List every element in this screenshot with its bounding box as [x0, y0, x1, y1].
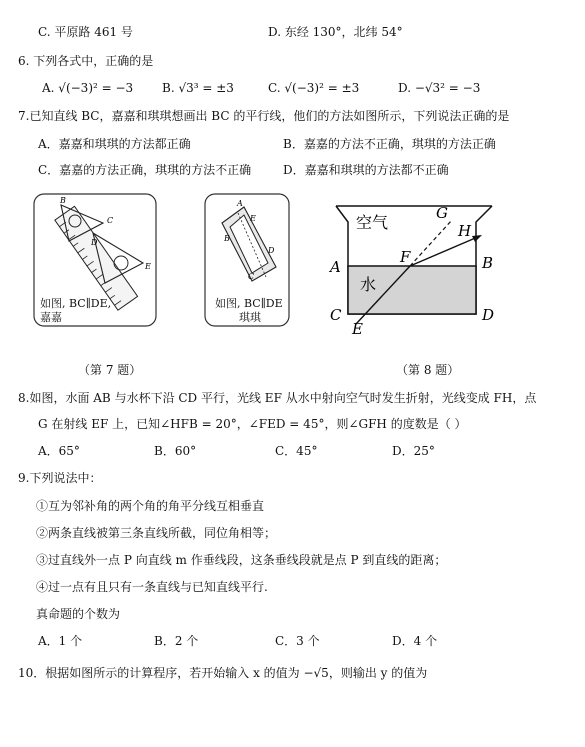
q6-option-a: A. √(−3)² = −3 — [42, 81, 134, 95]
q6-option-b: B. √3³ = ±3 — [162, 81, 234, 95]
svg-text:C: C — [330, 306, 342, 324]
q8-option-d: D．25° — [392, 444, 435, 458]
svg-text:E: E — [250, 214, 256, 223]
q9-option-b: B．2 个 — [154, 634, 199, 648]
fig8-air-label: 空气 — [356, 213, 389, 232]
q9-statement-2: ②两条直线被第三条直线所截，同位角相等； — [36, 526, 277, 540]
q9-statement-3: ③过直线外一点 P 向直线 m 作垂线段，这条垂线段就是点 P 到直线的距离； — [36, 553, 447, 567]
q7-stem: 7.已知直线 BC，嘉嘉和琪琪想画出 BC 的平行线，他们的方法如图所示，下列说法正确的是 — [18, 109, 510, 123]
svg-text:F: F — [400, 248, 411, 266]
q9-statement-4: ④过一点有且只有一条直线与已知直线平行. — [36, 580, 268, 594]
svg-text:G: G — [436, 204, 448, 222]
q7-option-b: B．嘉嘉的方法不正确，琪琪的方法正确 — [283, 137, 496, 151]
svg-text:B: B — [224, 234, 230, 243]
q6-stem: 6. 下列各式中，正确的是 — [18, 54, 154, 68]
svg-text:A: A — [330, 258, 341, 276]
fig8-water-label: 水 — [360, 275, 377, 294]
q10-stem: 10．根据如图所示的计算程序，若开始输入 x 的值为 −√5，则输出 y 的值为 — [18, 666, 428, 680]
q8-option-b: B．60° — [154, 444, 197, 458]
svg-text:B: B — [60, 196, 66, 205]
q8-option-c: C．45° — [275, 444, 318, 458]
svg-text:D: D — [268, 246, 275, 255]
q5-option-c: C. 平原路 461 号 — [38, 25, 133, 39]
fig7-qiqi-caption-1: 如图, BC∥DE — [215, 297, 283, 310]
q8-option-a: A．65° — [38, 444, 80, 458]
q9-option-a: A．1 个 — [38, 634, 83, 648]
q9-option-d: D．4 个 — [392, 634, 438, 648]
fig7-label: （第 7 题） — [78, 363, 142, 377]
svg-text:H: H — [458, 222, 472, 240]
q9-statement-1: ①互为邻补角的两个角的角平分线互相垂直 — [36, 499, 265, 513]
fig8-diagram — [328, 196, 500, 336]
svg-text:E: E — [145, 262, 151, 271]
q8-line-2: G 在射线 EF 上，已知∠HFB = 20°，∠FED = 45°，则∠GFH 的度数是（ ） — [38, 417, 467, 431]
fig7-jiajia-caption-2: 嘉嘉 — [40, 311, 62, 324]
svg-text:A: A — [237, 199, 243, 208]
q9-option-c: C．3 个 — [275, 634, 320, 648]
fig7-qiqi-caption-2: 琪琪 — [239, 311, 261, 324]
svg-text:B: B — [482, 254, 494, 272]
q9-ask: 真命题的个数为 — [36, 607, 121, 621]
q7-option-c: C．嘉嘉的方法正确，琪琪的方法不正确 — [38, 163, 252, 177]
svg-text:E: E — [352, 320, 363, 336]
fig8-label: （第 8 题） — [396, 363, 460, 377]
q8-line-1: 8.如图，水面 AB 与水杯下沿 CD 平行，光线 EF 从水中射向空气时发生折射，光线变成 FH，点 — [18, 391, 537, 405]
q7-option-a: A．嘉嘉和琪琪的方法都正确 — [38, 137, 191, 151]
svg-text:C: C — [107, 216, 114, 225]
svg-text:D: D — [91, 238, 98, 247]
q9-stem: 9.下列说法中： — [18, 471, 102, 485]
q7-option-d: D．嘉嘉和琪琪的方法都不正确 — [283, 163, 449, 177]
fig7-jiajia-caption-1: 如图, BC∥DE, — [40, 297, 112, 310]
svg-text:C: C — [248, 272, 255, 281]
svg-text:D: D — [482, 306, 495, 324]
q6-option-c: C. √(−3)² = ±3 — [268, 81, 360, 95]
q5-option-d: D. 东经 130°，北纬 54° — [268, 25, 403, 39]
q6-option-d: D. −√3² = −3 — [398, 81, 481, 95]
